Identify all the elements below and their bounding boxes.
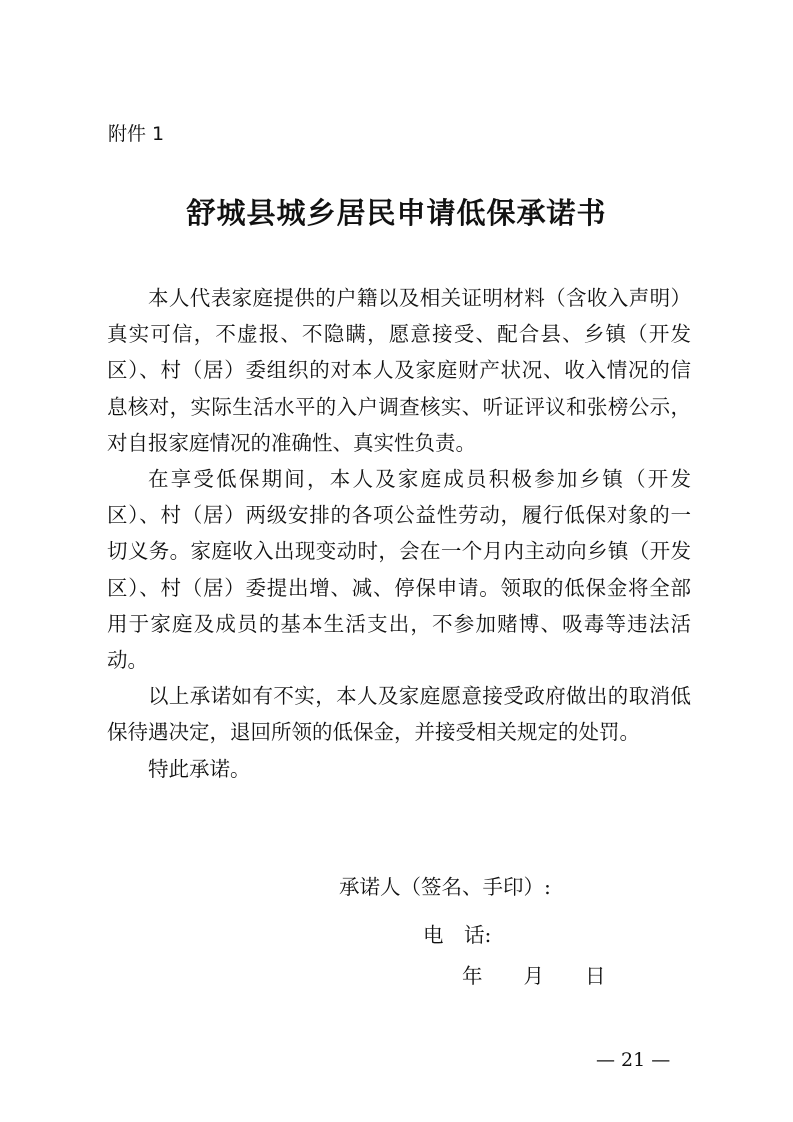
phone-label: 电 话: — [423, 923, 492, 947]
page-number: — 21 — — [596, 1049, 671, 1071]
paragraph-closing: 特此承诺。 — [148, 756, 251, 781]
promisor-signature-label: 承诺人（签名、手印）: — [339, 875, 551, 899]
document-title: 舒城县城乡居民申请低保承诺书 — [186, 196, 607, 230]
paragraph-obligations: 在享受低保期间，本人及家庭成员积极参加乡镇（开发区）、村（居）两级安排的各项公益性劳动，履行低保对象的一切义务。家庭收入出现变动时，会在一个月内主动向乡镇（开发区）、村（居）委提出增、减、停保申请。领取的低保金将全部用于家庭及成员的基本生活支出，不参加赌博、吸毒等违法活动。 — [107, 467, 691, 673]
paragraph-penalty: 以上承诺如有不实，本人及家庭愿意接受政府做出的取消低保待遇决定，退回所领的低保金，并接受相关规定的处罚。 — [107, 684, 691, 745]
attachment-label: 附件 1 — [108, 123, 165, 145]
document-body — [107, 280, 691, 787]
date-label: 年 月 日 — [462, 964, 606, 988]
paragraph-commitment-truth: 本人代表家庭提供的户籍以及相关证明材料（含收入声明）真实可信，不虚报、不隐瞒，愿意接受、配合县、乡镇（开发区）、村（居）委组织的对本人及家庭财产状况、收入情况的信息核对，实际生活水平的入户调查核实、听证评议和张榜公示，对自报家庭情况的准确性、真实性负责。 — [107, 286, 691, 455]
